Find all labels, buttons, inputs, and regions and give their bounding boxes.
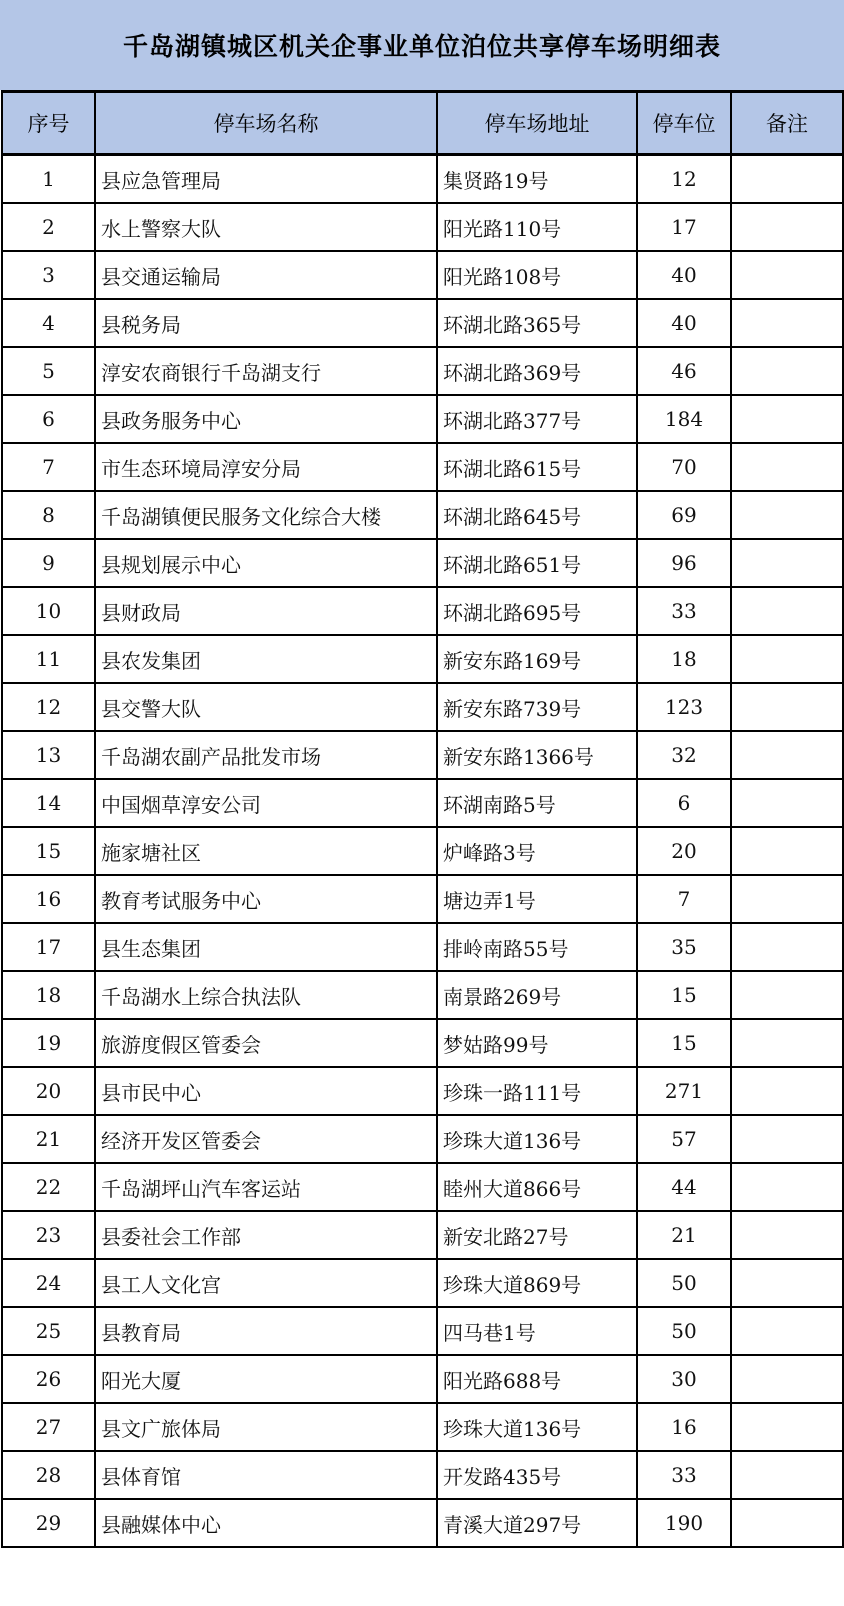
cell-parking-name: 县文广旅体局 [95,1403,437,1451]
table-row [2,779,843,827]
cell-parking-spaces: 96 [637,539,731,587]
cell-index: 3 [2,251,95,299]
cell-index: 24 [2,1259,95,1307]
cell-parking-address: 环湖北路377号 [437,395,637,443]
cell-parking-address: 珍珠大道136号 [437,1115,637,1163]
cell-note [731,203,843,251]
cell-parking-spaces: 15 [637,971,731,1019]
cell-parking-name: 淳安农商银行千岛湖支行 [95,347,437,395]
table-row [2,347,843,395]
cell-index: 1 [2,155,95,204]
cell-parking-address: 珍珠大道136号 [437,1403,637,1451]
cell-parking-name: 县工人文化宫 [95,1259,437,1307]
cell-parking-name: 县交警大队 [95,683,437,731]
cell-index: 17 [2,923,95,971]
cell-index: 13 [2,731,95,779]
cell-parking-name: 县市民中心 [95,1067,437,1115]
cell-parking-spaces: 40 [637,299,731,347]
cell-parking-spaces: 271 [637,1067,731,1115]
cell-parking-name: 县融媒体中心 [95,1499,437,1547]
cell-parking-name: 经济开发区管委会 [95,1115,437,1163]
header-row [2,92,843,155]
cell-parking-name: 旅游度假区管委会 [95,1019,437,1067]
cell-parking-address: 梦姑路99号 [437,1019,637,1067]
cell-note [731,1115,843,1163]
table-row [2,443,843,491]
cell-parking-name: 施家塘社区 [95,827,437,875]
cell-parking-address: 环湖北路651号 [437,539,637,587]
cell-note [731,1163,843,1211]
cell-note [731,779,843,827]
cell-parking-spaces: 32 [637,731,731,779]
cell-parking-spaces: 46 [637,347,731,395]
cell-parking-spaces: 184 [637,395,731,443]
table-body [2,155,843,1548]
table-row [2,395,843,443]
cell-parking-name: 中国烟草淳安公司 [95,779,437,827]
cell-parking-name: 水上警察大队 [95,203,437,251]
cell-note [731,491,843,539]
cell-index: 18 [2,971,95,1019]
cell-note [731,395,843,443]
table-row [2,1451,843,1499]
table-row [2,875,843,923]
cell-index: 2 [2,203,95,251]
cell-note [731,1355,843,1403]
cell-parking-address: 睦州大道866号 [437,1163,637,1211]
table-row [2,1499,843,1547]
table-row [2,1211,843,1259]
cell-note [731,923,843,971]
cell-index: 23 [2,1211,95,1259]
cell-parking-address: 青溪大道297号 [437,1499,637,1547]
cell-parking-spaces: 33 [637,1451,731,1499]
cell-parking-spaces: 40 [637,251,731,299]
cell-parking-address: 阳光路110号 [437,203,637,251]
cell-parking-address: 塘边弄1号 [437,875,637,923]
cell-note [731,587,843,635]
cell-parking-name: 县交通运输局 [95,251,437,299]
cell-index: 4 [2,299,95,347]
cell-parking-address: 环湖北路615号 [437,443,637,491]
cell-parking-address: 南景路269号 [437,971,637,1019]
cell-parking-address: 阳光路688号 [437,1355,637,1403]
cell-index: 25 [2,1307,95,1355]
cell-parking-spaces: 17 [637,203,731,251]
cell-index: 14 [2,779,95,827]
cell-parking-name: 千岛湖坪山汽车客运站 [95,1163,437,1211]
cell-parking-spaces: 190 [637,1499,731,1547]
cell-parking-address: 环湖南路5号 [437,779,637,827]
table-row [2,1259,843,1307]
cell-parking-name: 县应急管理局 [95,155,437,204]
table-title: 千岛湖镇城区机关企事业单位泊位共享停车场明细表 [0,0,844,90]
cell-index: 10 [2,587,95,635]
table-row [2,1307,843,1355]
cell-index: 16 [2,875,95,923]
cell-parking-spaces: 50 [637,1307,731,1355]
cell-note [731,299,843,347]
cell-parking-spaces: 44 [637,1163,731,1211]
cell-note [731,635,843,683]
cell-index: 5 [2,347,95,395]
cell-index: 6 [2,395,95,443]
cell-note [731,443,843,491]
cell-parking-spaces: 123 [637,683,731,731]
cell-parking-name: 千岛湖农副产品批发市场 [95,731,437,779]
cell-parking-address: 炉峰路3号 [437,827,637,875]
cell-parking-name: 县财政局 [95,587,437,635]
cell-note [731,1451,843,1499]
cell-parking-name: 县规划展示中心 [95,539,437,587]
cell-parking-spaces: 7 [637,875,731,923]
cell-parking-address: 新安东路1366号 [437,731,637,779]
table-row [2,1355,843,1403]
table-row [2,731,843,779]
cell-note [731,1499,843,1547]
cell-parking-spaces: 35 [637,923,731,971]
cell-note [731,539,843,587]
table-row [2,1067,843,1115]
cell-note [731,827,843,875]
table-row [2,923,843,971]
table-row [2,251,843,299]
cell-parking-address: 四马巷1号 [437,1307,637,1355]
cell-note [731,971,843,1019]
cell-index: 26 [2,1355,95,1403]
cell-parking-name: 市生态环境局淳安分局 [95,443,437,491]
column-header-name: 停车场名称 [95,92,437,155]
cell-parking-address: 开发路435号 [437,1451,637,1499]
cell-parking-address: 阳光路108号 [437,251,637,299]
cell-note [731,1019,843,1067]
cell-note [731,1307,843,1355]
cell-index: 20 [2,1067,95,1115]
cell-index: 29 [2,1499,95,1547]
table-row [2,1403,843,1451]
cell-parking-address: 环湖北路645号 [437,491,637,539]
cell-parking-name: 千岛湖镇便民服务文化综合大楼 [95,491,437,539]
cell-index: 15 [2,827,95,875]
cell-parking-name: 县政务服务中心 [95,395,437,443]
cell-index: 7 [2,443,95,491]
cell-parking-spaces: 18 [637,635,731,683]
column-header-address: 停车场地址 [437,92,637,155]
cell-parking-name: 县教育局 [95,1307,437,1355]
cell-parking-name: 县税务局 [95,299,437,347]
cell-index: 9 [2,539,95,587]
table-row [2,971,843,1019]
cell-index: 19 [2,1019,95,1067]
cell-parking-address: 新安东路739号 [437,683,637,731]
table-row [2,635,843,683]
cell-parking-spaces: 6 [637,779,731,827]
cell-parking-spaces: 50 [637,1259,731,1307]
cell-parking-spaces: 70 [637,443,731,491]
cell-note [731,1067,843,1115]
table-row [2,491,843,539]
parking-table [1,90,844,1548]
table-row [2,539,843,587]
table-row [2,155,843,204]
cell-parking-address: 新安东路169号 [437,635,637,683]
table-row [2,827,843,875]
cell-parking-name: 千岛湖水上综合执法队 [95,971,437,1019]
cell-index: 27 [2,1403,95,1451]
cell-parking-name: 阳光大厦 [95,1355,437,1403]
cell-note [731,683,843,731]
cell-note [731,731,843,779]
cell-parking-spaces: 15 [637,1019,731,1067]
cell-index: 22 [2,1163,95,1211]
cell-parking-address: 珍珠一路111号 [437,1067,637,1115]
cell-parking-address: 环湖北路365号 [437,299,637,347]
cell-parking-address: 新安北路27号 [437,1211,637,1259]
table-row [2,203,843,251]
table-row [2,1163,843,1211]
cell-parking-name: 县生态集团 [95,923,437,971]
column-header-spaces: 停车位 [637,92,731,155]
table-row [2,1019,843,1067]
cell-note [731,155,843,204]
cell-index: 11 [2,635,95,683]
cell-note [731,1259,843,1307]
cell-parking-name: 教育考试服务中心 [95,875,437,923]
cell-parking-address: 环湖北路369号 [437,347,637,395]
cell-note [731,347,843,395]
column-header-index: 序号 [2,92,95,155]
cell-index: 12 [2,683,95,731]
cell-parking-address: 集贤路19号 [437,155,637,204]
cell-parking-spaces: 69 [637,491,731,539]
cell-parking-spaces: 21 [637,1211,731,1259]
cell-parking-address: 珍珠大道869号 [437,1259,637,1307]
cell-index: 8 [2,491,95,539]
table-row [2,299,843,347]
table-row [2,683,843,731]
cell-parking-address: 环湖北路695号 [437,587,637,635]
cell-parking-name: 县委社会工作部 [95,1211,437,1259]
cell-note [731,875,843,923]
table-row [2,587,843,635]
cell-index: 21 [2,1115,95,1163]
table-row [2,1115,843,1163]
cell-parking-spaces: 12 [637,155,731,204]
cell-parking-name: 县农发集团 [95,635,437,683]
cell-parking-spaces: 16 [637,1403,731,1451]
cell-parking-address: 排岭南路55号 [437,923,637,971]
cell-parking-spaces: 20 [637,827,731,875]
cell-note [731,1403,843,1451]
cell-note [731,251,843,299]
cell-parking-spaces: 30 [637,1355,731,1403]
cell-note [731,1211,843,1259]
cell-parking-name: 县体育馆 [95,1451,437,1499]
cell-index: 28 [2,1451,95,1499]
column-header-note: 备注 [731,92,843,155]
cell-parking-spaces: 33 [637,587,731,635]
cell-parking-spaces: 57 [637,1115,731,1163]
